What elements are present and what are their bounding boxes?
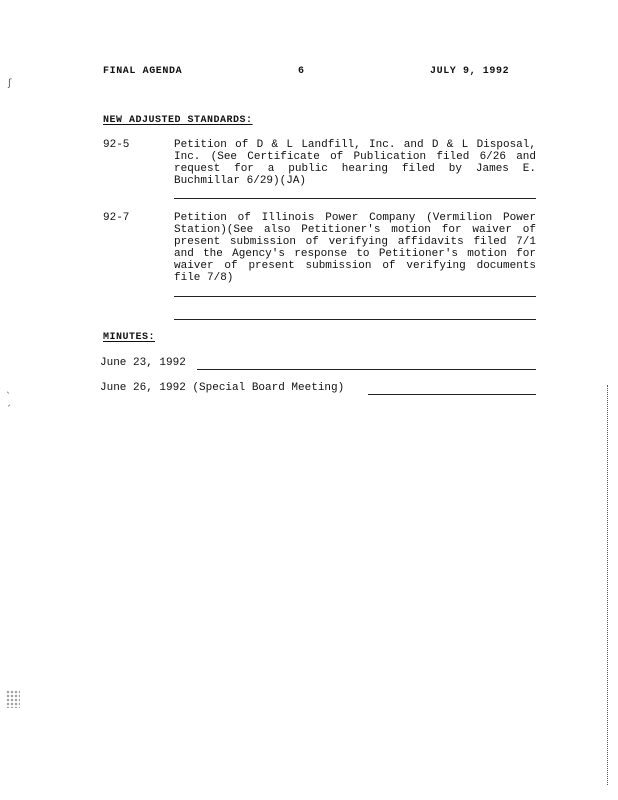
scan-speckle — [6, 690, 20, 708]
header-title: FINAL AGENDA — [103, 66, 183, 77]
docket-number: 92-7 — [103, 212, 130, 224]
new-adjusted-standards-heading: NEW ADJUSTED STANDARDS: — [103, 115, 253, 126]
minutes-heading: MINUTES: — [103, 332, 156, 343]
scan-mark: ʃ — [8, 78, 12, 89]
docket-number: 92-5 — [103, 139, 130, 151]
page-edge — [607, 385, 608, 785]
section-divider — [174, 319, 536, 320]
signature-line — [174, 198, 536, 199]
petition-text: Petition of Illinois Power Company (Vermilion Power Station)(See also Petitioner's motion for waiver of present submission of verifying affidavits filed 7/1 and the Agency's response to Petitioner's motion for waiver of present submission of verifying documents file 7/8) — [174, 212, 536, 284]
scan-mark: ˎ — [6, 383, 11, 394]
scan-mark: ˏ — [6, 396, 11, 407]
petition-text: Petition of D & L Landfill, Inc. and D & L Disposal, Inc. (See Certificate of Publication filed 6/26 and request for a public hearing filed by James E. Buchmillar 6/29)(JA) — [174, 139, 536, 187]
minutes-entry-line — [368, 394, 536, 395]
minutes-entry-line — [197, 369, 536, 370]
page-number: 6 — [298, 66, 305, 77]
minutes-entry: June 23, 1992 — [100, 357, 186, 369]
signature-line — [174, 296, 536, 297]
minutes-entry: June 26, 1992 (Special Board Meeting) — [100, 382, 345, 394]
header-date: JULY 9, 1992 — [430, 66, 510, 77]
